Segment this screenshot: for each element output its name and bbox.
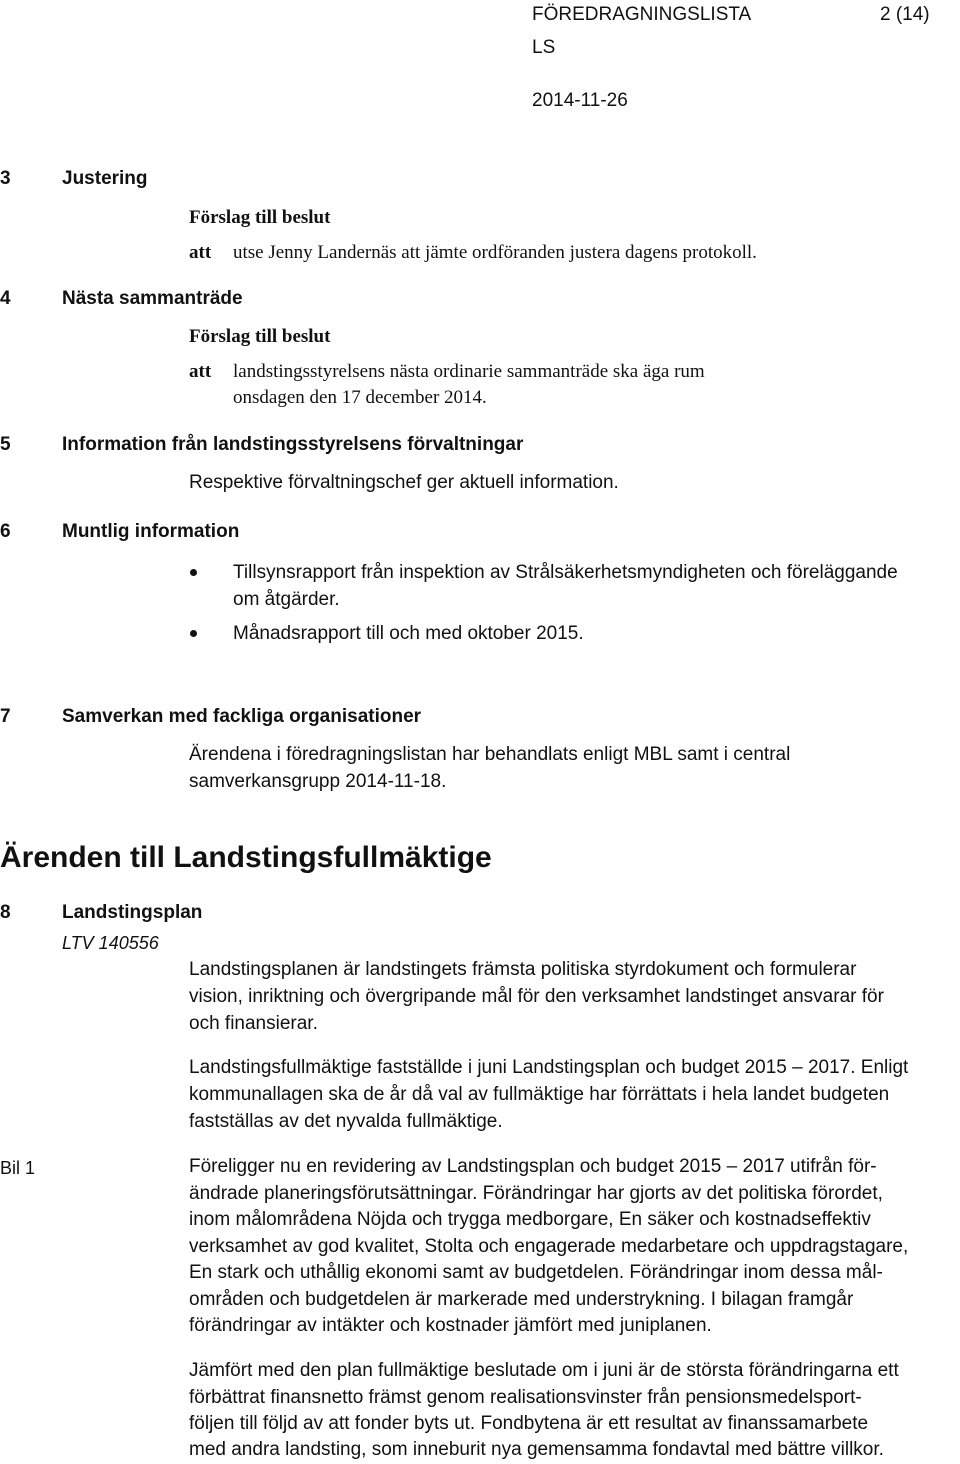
bullet-icon <box>190 630 197 637</box>
item-7-title: Samverkan med fackliga organisationer <box>62 706 422 727</box>
item-8-p3-line: förändringar av intäkter och kostnader jämfört med juniplanen. <box>189 1315 712 1336</box>
item-8-p4-line: med andra landsting, som inneburit nya gemensamma fondavtal med bättre villkor. <box>189 1439 884 1460</box>
item-6-bullet-1-line-2: om åtgärder. <box>233 589 340 610</box>
item-8-title: Landstingsplan <box>62 902 203 923</box>
item-4-title: Nästa sammanträde <box>62 288 243 309</box>
item-4-proposal-heading: Förslag till beslut <box>189 326 331 347</box>
bullet-icon <box>190 569 197 576</box>
item-7-line-1: Ärendena i föredragningslistan har behandlats enligt MBL samt i central <box>189 744 791 765</box>
item-8-p2-line: kommunallagen ska de år då val av fullmäktige har förrättats i hela landet budgeten <box>189 1084 890 1105</box>
item-3-title: Justering <box>62 168 148 189</box>
item-8-p4-line: förbättrat finansnetto främst genom realisationsvinster från pensionsmedelsport- <box>189 1387 862 1408</box>
item-6-number: 6 <box>0 521 11 542</box>
section-heading: Ärenden till Landstingsfullmäktige <box>0 841 492 874</box>
item-4-number: 4 <box>0 288 11 309</box>
item-5-number: 5 <box>0 434 11 455</box>
item-5-text: Respektive förvaltningschef ger aktuell information. <box>189 472 619 493</box>
item-3-number: 3 <box>0 168 11 189</box>
item-8-p3-line: Föreligger nu en revidering av Landstingsplan och budget 2015 – 2017 utifrån för- <box>189 1156 877 1177</box>
item-8-p1-line: och finansierar. <box>189 1013 318 1034</box>
item-6-bullet-2: Månadsrapport till och med oktober 2015. <box>233 623 584 644</box>
item-8-number: 8 <box>0 902 11 923</box>
organisation: LS <box>532 37 556 58</box>
item-6-bullet-1-line-1: Tillsynsrapport från inspektion av Strålsäkerhetsmyndigheten och föreläggande <box>233 562 898 583</box>
item-8-p4-line: följen till följd av att fonder byts ut. Fondbytena är ett resultat av finanssamarbete <box>189 1413 869 1434</box>
item-8-p2-line: Landstingsfullmäktige fastställde i juni Landstingsplan och budget 2015 – 2017. Enligt <box>189 1057 909 1078</box>
item-8-p1-line: vision, inriktning och övergripande mål för den verksamhet landstinget ansvarar för <box>189 986 884 1007</box>
item-8-p4-line: Jämfört med den plan fullmäktige beslutade om i juni är de största förändringarna ett <box>189 1360 899 1381</box>
item-3-text: utse Jenny Landernäs att jämte ordföranden justera dagens protokoll. <box>233 242 757 263</box>
item-6-title: Muntlig information <box>62 521 240 542</box>
item-3-proposal-heading: Förslag till beslut <box>189 207 331 228</box>
page-number: 2 (14) <box>880 4 930 25</box>
item-5-title: Information från landstingsstyrelsens förvaltningar <box>62 434 524 455</box>
item-8-p3-line: inom målområdena Nöjda och trygga medborgare, En säker och kostnadseffektiv <box>189 1209 871 1230</box>
item-4-line-1: landstingsstyrelsens nästa ordinarie sammanträde ska äga rum <box>233 361 705 382</box>
item-4-line-2: onsdagen den 17 december 2014. <box>233 387 487 408</box>
item-7-line-2: samverkansgrupp 2014-11-18. <box>189 771 447 792</box>
item-8-p1-line: Landstingsplanen är landstingets främsta politiska styrdokument och formulerar <box>189 959 857 980</box>
item-8-p2-line: fastställas av det nyvalda fullmäktige. <box>189 1111 503 1132</box>
document-type: FÖREDRAGNINGSLISTA <box>532 4 752 25</box>
item-4-att: att <box>189 361 212 382</box>
item-8-p3-line: En stark och uthållig ekonomi samt av budgetdelen. Förändringar inom dessa mål- <box>189 1262 883 1283</box>
item-8-p3-line: områden och budgetdelen är markerade med understrykning. I bilagan framgår <box>189 1289 854 1310</box>
item-3-att: att <box>189 242 212 263</box>
item-8-p3-line: ändrade planeringsförutsättningar. Förändringar har gjorts av det politiska förordet, <box>189 1183 883 1204</box>
item-7-number: 7 <box>0 706 11 727</box>
item-8-p3-line: verksamhet av god kvalitet, Stolta och engagerade medarbetare och uppdragstagare, <box>189 1236 909 1257</box>
item-8-reference: LTV 140556 <box>62 933 159 953</box>
attachment-label: Bil 1 <box>0 1158 36 1178</box>
document-date: 2014-11-26 <box>532 90 628 111</box>
